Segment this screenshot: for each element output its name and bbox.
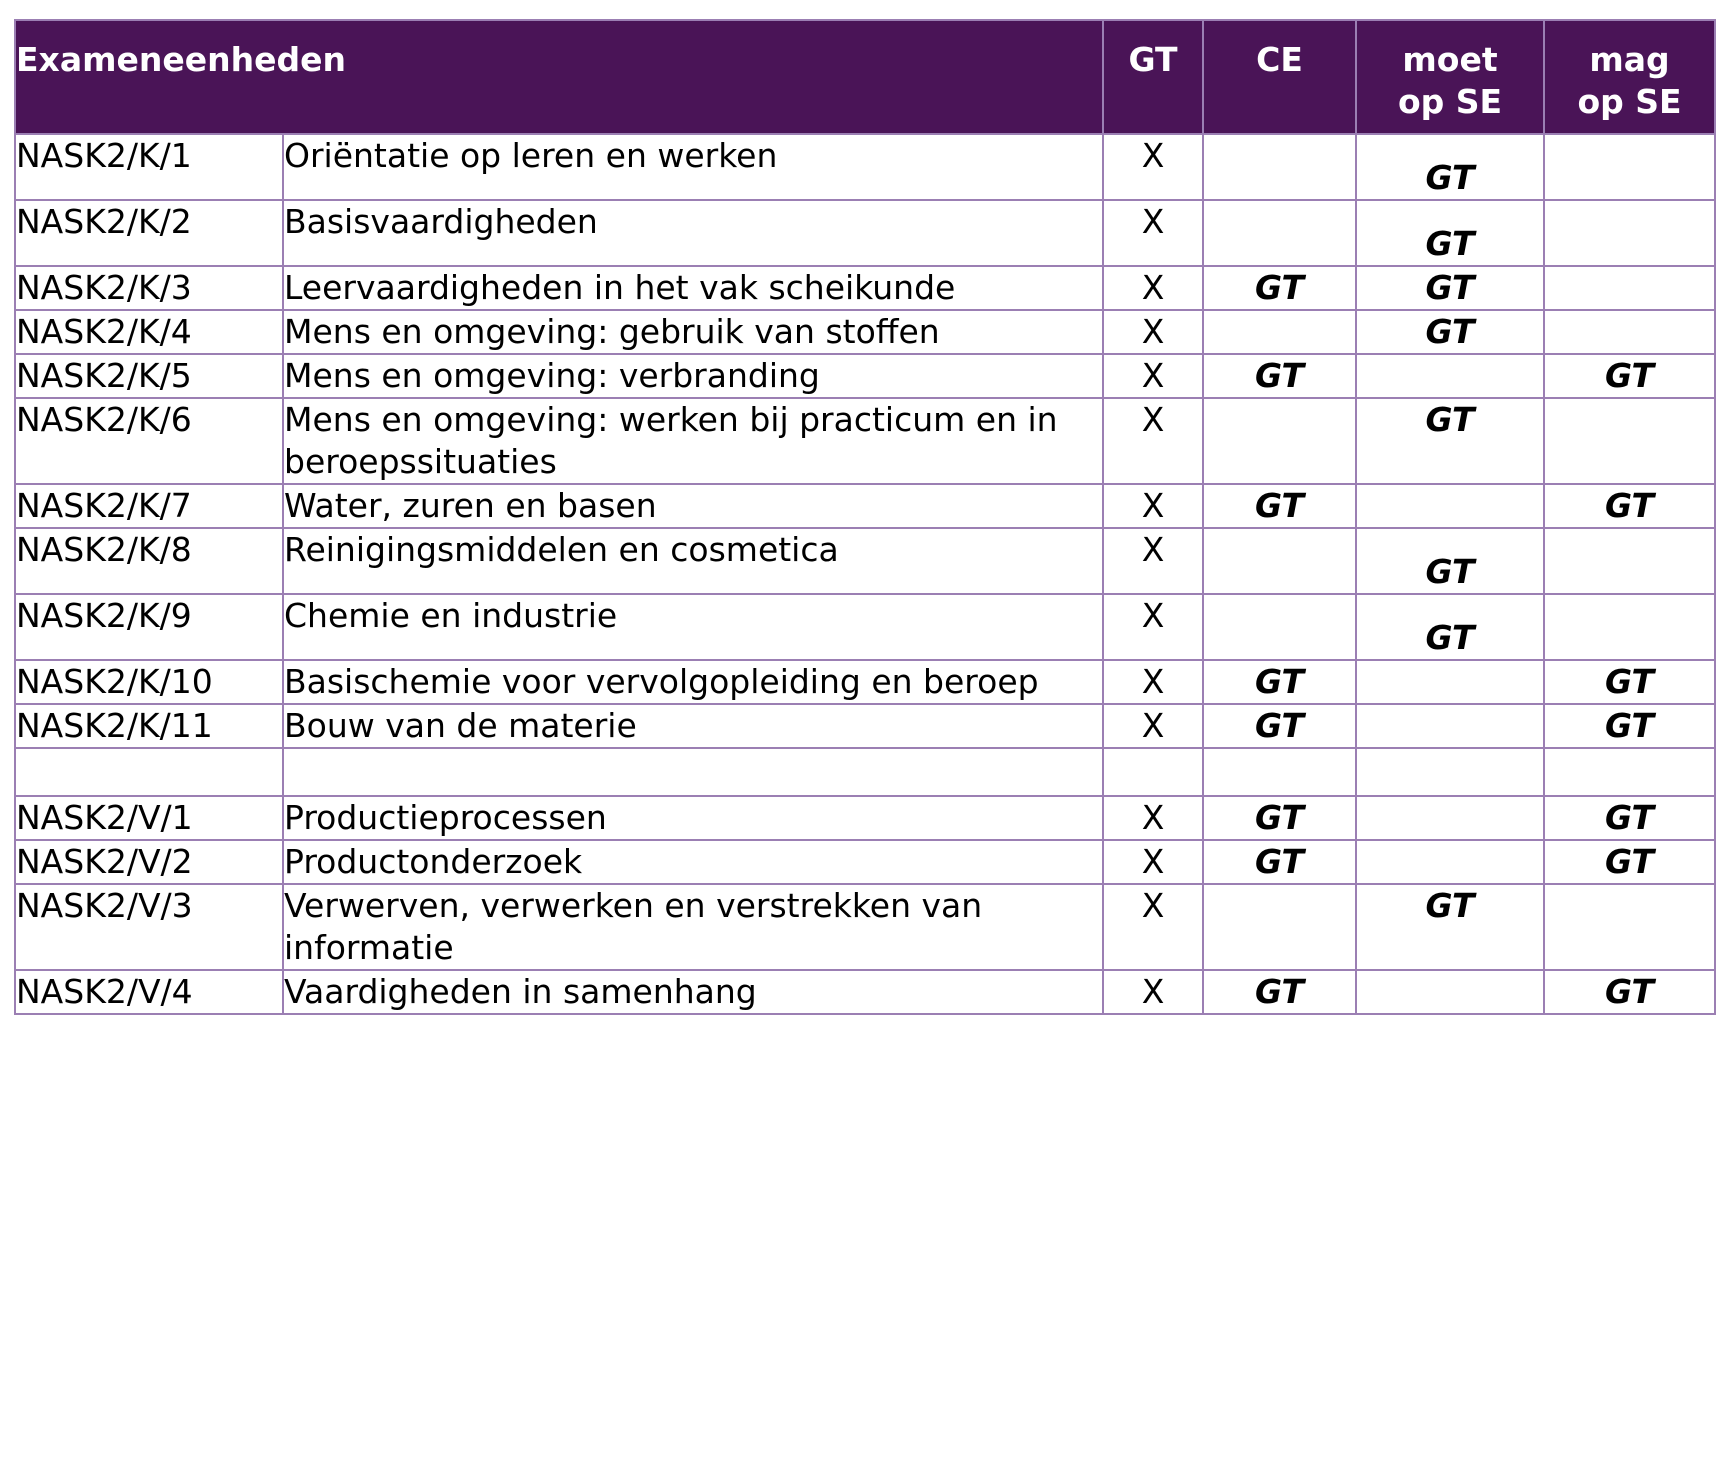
unit-title: Verwerven, verwerken en verstrekken van informatie — [283, 884, 1103, 970]
exam-units-table — [14, 19, 1716, 1015]
gt-mark: X — [1103, 884, 1203, 970]
unit-title: Basischemie voor vervolgopleiding en beroep — [283, 660, 1103, 704]
table-row — [15, 594, 1715, 660]
mag-op-se-mark — [1544, 528, 1715, 594]
moet-op-se-mark: GT — [1356, 884, 1544, 970]
unit-code: NASK2/V/3 — [15, 884, 283, 970]
ce-mark — [1203, 398, 1356, 484]
gt-mark: X — [1103, 398, 1203, 484]
moet-op-se-mark — [1356, 840, 1544, 884]
mag-op-se-mark: GT — [1544, 796, 1715, 840]
unit-code: NASK2/K/4 — [15, 310, 283, 354]
gt-mark: X — [1103, 594, 1203, 660]
mag-op-se-mark — [1544, 398, 1715, 484]
moet-op-se-mark: GT — [1356, 528, 1544, 594]
header-row — [15, 20, 1715, 134]
ce-mark: GT — [1203, 970, 1356, 1014]
table-row — [15, 796, 1715, 840]
header-moet-line1: moet — [1402, 40, 1498, 79]
gt-mark: X — [1103, 354, 1203, 398]
mag-op-se-mark — [1544, 884, 1715, 970]
unit-code: NASK2/V/1 — [15, 796, 283, 840]
gt-mark: X — [1103, 704, 1203, 748]
unit-title — [283, 748, 1103, 796]
header-gt: GT — [1103, 20, 1203, 134]
table-row — [15, 840, 1715, 884]
unit-title: Productonderzoek — [283, 840, 1103, 884]
table-row — [15, 354, 1715, 398]
unit-title: Chemie en industrie — [283, 594, 1103, 660]
mag-op-se-mark — [1544, 310, 1715, 354]
unit-code: NASK2/K/6 — [15, 398, 283, 484]
ce-mark: GT — [1203, 840, 1356, 884]
table-row — [15, 528, 1715, 594]
mag-op-se-mark — [1544, 134, 1715, 200]
gt-mark: X — [1103, 796, 1203, 840]
unit-title: Leervaardigheden in het vak scheikunde — [283, 266, 1103, 310]
ce-mark — [1203, 884, 1356, 970]
mag-op-se-mark: GT — [1544, 484, 1715, 528]
unit-code: NASK2/V/4 — [15, 970, 283, 1014]
mag-op-se-mark — [1544, 748, 1715, 796]
unit-code: NASK2/V/2 — [15, 840, 283, 884]
unit-code: NASK2/K/10 — [15, 660, 283, 704]
moet-op-se-mark: GT — [1356, 310, 1544, 354]
ce-mark: GT — [1203, 354, 1356, 398]
gt-mark: X — [1103, 840, 1203, 884]
unit-code: NASK2/K/9 — [15, 594, 283, 660]
table-row — [15, 200, 1715, 266]
gt-mark: X — [1103, 970, 1203, 1014]
gt-mark: X — [1103, 200, 1203, 266]
unit-code: NASK2/K/8 — [15, 528, 283, 594]
unit-code — [15, 748, 283, 796]
unit-code: NASK2/K/5 — [15, 354, 283, 398]
ce-mark: GT — [1203, 266, 1356, 310]
moet-op-se-mark — [1356, 354, 1544, 398]
table-row — [15, 970, 1715, 1014]
unit-title: Vaardigheden in samenhang — [283, 970, 1103, 1014]
table-row — [15, 134, 1715, 200]
moet-op-se-mark — [1356, 796, 1544, 840]
header-moet-line2: op SE — [1397, 82, 1503, 121]
ce-mark: GT — [1203, 484, 1356, 528]
table-row — [15, 704, 1715, 748]
table-row — [15, 660, 1715, 704]
ce-mark — [1203, 200, 1356, 266]
mag-op-se-mark — [1544, 266, 1715, 310]
unit-title: Mens en omgeving: gebruik van stoffen — [283, 310, 1103, 354]
gt-mark: X — [1103, 484, 1203, 528]
gt-mark: X — [1103, 266, 1203, 310]
ce-mark — [1203, 528, 1356, 594]
unit-code: NASK2/K/11 — [15, 704, 283, 748]
header-units: Exameneenheden — [15, 20, 1103, 134]
unit-code: NASK2/K/3 — [15, 266, 283, 310]
moet-op-se-mark: GT — [1356, 594, 1544, 660]
header-mag-line2: op SE — [1577, 82, 1682, 121]
mag-op-se-mark: GT — [1544, 660, 1715, 704]
mag-op-se-mark: GT — [1544, 840, 1715, 884]
mag-op-se-mark: GT — [1544, 704, 1715, 748]
unit-title: Reinigingsmiddelen en cosmetica — [283, 528, 1103, 594]
mag-op-se-mark — [1544, 594, 1715, 660]
unit-title: Mens en omgeving: verbranding — [283, 354, 1103, 398]
mag-op-se-mark: GT — [1544, 970, 1715, 1014]
moet-op-se-mark — [1356, 970, 1544, 1014]
ce-mark — [1203, 594, 1356, 660]
unit-code: NASK2/K/2 — [15, 200, 283, 266]
moet-op-se-mark — [1356, 660, 1544, 704]
table-row — [15, 884, 1715, 970]
table-row — [15, 484, 1715, 528]
unit-title: Oriëntatie op leren en werken — [283, 134, 1103, 200]
unit-title: Water, zuren en basen — [283, 484, 1103, 528]
table-row — [15, 310, 1715, 354]
gt-mark: X — [1103, 310, 1203, 354]
ce-mark: GT — [1203, 704, 1356, 748]
mag-op-se-mark: GT — [1544, 354, 1715, 398]
unit-title: Basisvaardigheden — [283, 200, 1103, 266]
header-mag-op-se — [1544, 20, 1715, 134]
moet-op-se-mark: GT — [1356, 200, 1544, 266]
moet-op-se-mark — [1356, 484, 1544, 528]
table-row — [15, 266, 1715, 310]
unit-code: NASK2/K/7 — [15, 484, 283, 528]
unit-title: Bouw van de materie — [283, 704, 1103, 748]
ce-mark — [1203, 134, 1356, 200]
table-row — [15, 398, 1715, 484]
moet-op-se-mark: GT — [1356, 134, 1544, 200]
ce-mark — [1203, 310, 1356, 354]
ce-mark: GT — [1203, 796, 1356, 840]
gt-mark — [1103, 748, 1203, 796]
moet-op-se-mark — [1356, 704, 1544, 748]
unit-code: NASK2/K/1 — [15, 134, 283, 200]
gt-mark: X — [1103, 134, 1203, 200]
header-ce: CE — [1203, 20, 1356, 134]
moet-op-se-mark: GT — [1356, 398, 1544, 484]
mag-op-se-mark — [1544, 200, 1715, 266]
moet-op-se-mark — [1356, 748, 1544, 796]
moet-op-se-mark: GT — [1356, 266, 1544, 310]
unit-title: Productieprocessen — [283, 796, 1103, 840]
gt-mark: X — [1103, 660, 1203, 704]
unit-title: Mens en omgeving: werken bij practicum en in beroepssituaties — [283, 398, 1103, 484]
ce-mark: GT — [1203, 660, 1356, 704]
header-mag-line1: mag — [1589, 40, 1670, 79]
table-row — [15, 748, 1715, 796]
ce-mark — [1203, 748, 1356, 796]
gt-mark: X — [1103, 528, 1203, 594]
header-moet-op-se — [1356, 20, 1544, 134]
